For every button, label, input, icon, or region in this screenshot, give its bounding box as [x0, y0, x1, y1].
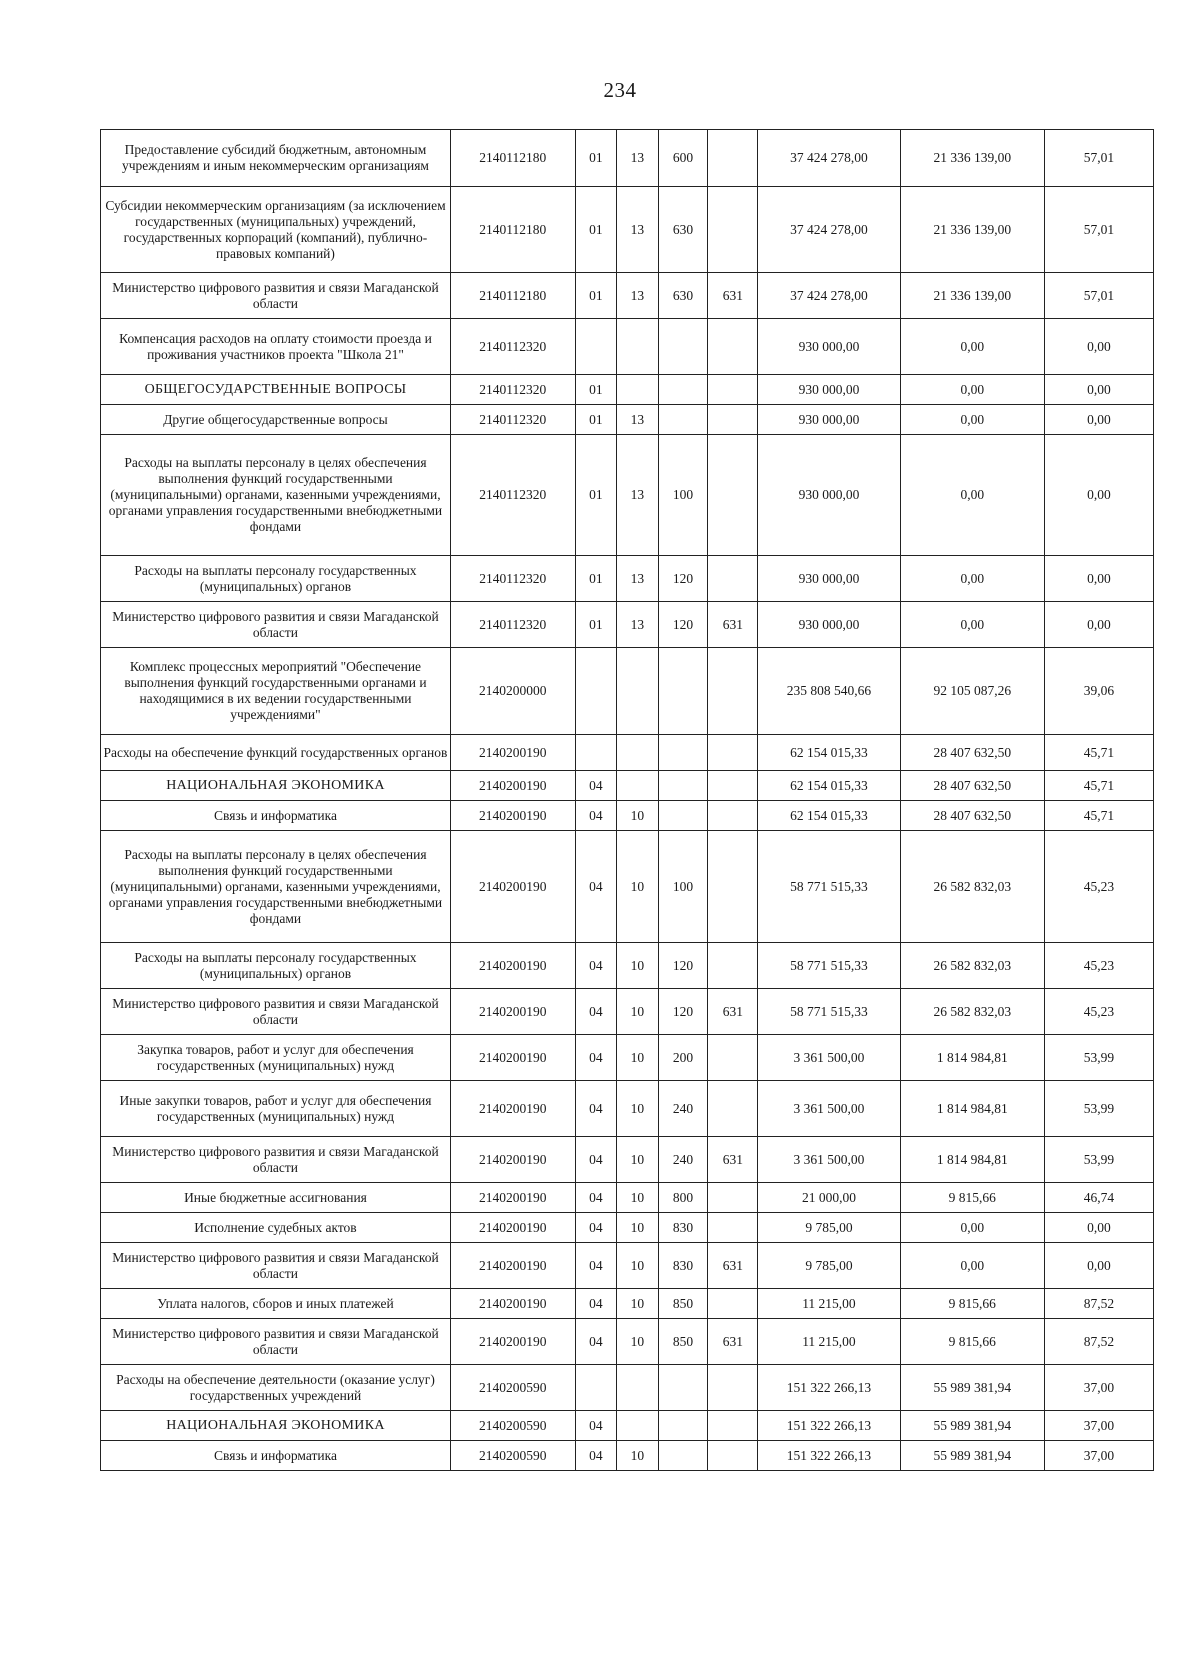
expense-name-cell: Министерство цифрового развития и связи Магаданской области [101, 273, 451, 319]
ministry-code-cell [708, 801, 758, 831]
table-row [101, 1137, 1154, 1183]
section-code-cell: 01 [575, 556, 617, 602]
subsection-code-cell: 10 [617, 1081, 659, 1137]
subsection-code-cell [617, 375, 659, 405]
subsection-code-cell: 10 [617, 989, 659, 1035]
execution-percent-cell: 57,01 [1044, 273, 1153, 319]
executed-amount-cell: 0,00 [900, 602, 1044, 648]
section-code-cell: 04 [575, 943, 617, 989]
ministry-code-cell [708, 1081, 758, 1137]
section-code-cell: 01 [575, 187, 617, 273]
subsection-code-cell [617, 1411, 659, 1441]
subsection-code-cell: 10 [617, 1035, 659, 1081]
execution-percent-cell: 37,00 [1044, 1441, 1153, 1471]
planned-amount-cell: 151 322 266,13 [758, 1441, 900, 1471]
execution-percent-cell: 45,71 [1044, 735, 1153, 771]
ministry-code-cell: 631 [708, 1319, 758, 1365]
table-row [101, 1081, 1154, 1137]
execution-percent-cell: 57,01 [1044, 187, 1153, 273]
target-code-cell: 2140200190 [450, 1213, 575, 1243]
table-row [101, 648, 1154, 735]
execution-percent-cell: 87,52 [1044, 1319, 1153, 1365]
target-code-cell: 2140200190 [450, 1137, 575, 1183]
table-row [101, 319, 1154, 375]
executed-amount-cell: 21 336 139,00 [900, 187, 1044, 273]
expense-type-cell: 120 [658, 989, 708, 1035]
expense-type-cell: 630 [658, 273, 708, 319]
target-code-cell: 2140200190 [450, 943, 575, 989]
table-row [101, 130, 1154, 187]
ministry-code-cell [708, 648, 758, 735]
table-row [101, 405, 1154, 435]
expense-type-cell: 830 [658, 1243, 708, 1289]
expense-name-cell: Расходы на обеспечение функций государственных органов [101, 735, 451, 771]
planned-amount-cell: 62 154 015,33 [758, 735, 900, 771]
expense-name-cell: Связь и информатика [101, 1441, 451, 1471]
expense-name-cell: Связь и информатика [101, 801, 451, 831]
subsection-code-cell: 13 [617, 130, 659, 187]
section-code-cell: 04 [575, 1183, 617, 1213]
ministry-code-cell: 631 [708, 602, 758, 648]
execution-percent-cell: 39,06 [1044, 648, 1153, 735]
planned-amount-cell: 930 000,00 [758, 556, 900, 602]
ministry-code-cell: 631 [708, 1137, 758, 1183]
table-row [101, 1319, 1154, 1365]
expense-name-cell: Исполнение судебных актов [101, 1213, 451, 1243]
ministry-code-cell [708, 831, 758, 943]
expense-name-cell: Комплекс процессных мероприятий "Обеспечение выполнения функций государственными органами и находящимися в их ведении государственными учреждениями" [101, 648, 451, 735]
expense-type-cell: 630 [658, 187, 708, 273]
expense-type-cell [658, 735, 708, 771]
subsection-code-cell: 13 [617, 187, 659, 273]
expense-type-cell: 850 [658, 1319, 708, 1365]
expense-name-cell: Иные закупки товаров, работ и услуг для обеспечения государственных (муниципальных) нужд [101, 1081, 451, 1137]
target-code-cell: 2140200000 [450, 648, 575, 735]
section-code-cell: 01 [575, 602, 617, 648]
subsection-code-cell: 10 [617, 1183, 659, 1213]
executed-amount-cell: 26 582 832,03 [900, 831, 1044, 943]
section-code-cell [575, 1365, 617, 1411]
expense-name-cell: Другие общегосударственные вопросы [101, 405, 451, 435]
table-row [101, 1411, 1154, 1441]
ministry-code-cell [708, 1365, 758, 1411]
execution-percent-cell: 46,74 [1044, 1183, 1153, 1213]
target-code-cell: 2140200190 [450, 735, 575, 771]
subsection-code-cell [617, 771, 659, 801]
ministry-code-cell [708, 1289, 758, 1319]
expense-name-cell: НАЦИОНАЛЬНАЯ ЭКОНОМИКА [101, 771, 451, 801]
expense-type-cell [658, 375, 708, 405]
section-code-cell: 04 [575, 1137, 617, 1183]
expense-type-cell: 600 [658, 130, 708, 187]
target-code-cell: 2140200190 [450, 1319, 575, 1365]
table-row [101, 187, 1154, 273]
expense-type-cell: 100 [658, 435, 708, 556]
target-code-cell: 2140112180 [450, 130, 575, 187]
section-code-cell [575, 319, 617, 375]
planned-amount-cell: 930 000,00 [758, 405, 900, 435]
planned-amount-cell: 62 154 015,33 [758, 771, 900, 801]
ministry-code-cell [708, 375, 758, 405]
execution-percent-cell: 57,01 [1044, 130, 1153, 187]
expense-name-cell: Расходы на выплаты персоналу в целях обеспечения выполнения функций государственными (муниципальными) органами, казенными учреждениями, органами управления государственными внебюджетными фондами [101, 435, 451, 556]
executed-amount-cell: 28 407 632,50 [900, 771, 1044, 801]
executed-amount-cell: 28 407 632,50 [900, 735, 1044, 771]
planned-amount-cell: 37 424 278,00 [758, 130, 900, 187]
target-code-cell: 2140200190 [450, 1289, 575, 1319]
planned-amount-cell: 3 361 500,00 [758, 1137, 900, 1183]
ministry-code-cell [708, 1183, 758, 1213]
expense-name-cell: Предоставление субсидий бюджетным, автономным учреждениям и иным некоммерческим организациям [101, 130, 451, 187]
expense-type-cell [658, 648, 708, 735]
executed-amount-cell: 1 814 984,81 [900, 1081, 1044, 1137]
executed-amount-cell: 55 989 381,94 [900, 1411, 1044, 1441]
section-code-cell: 04 [575, 771, 617, 801]
target-code-cell: 2140200190 [450, 771, 575, 801]
target-code-cell: 2140112320 [450, 602, 575, 648]
execution-percent-cell: 0,00 [1044, 375, 1153, 405]
table-row [101, 801, 1154, 831]
subsection-code-cell: 10 [617, 831, 659, 943]
target-code-cell: 2140112180 [450, 273, 575, 319]
execution-percent-cell: 0,00 [1044, 405, 1153, 435]
planned-amount-cell: 930 000,00 [758, 602, 900, 648]
execution-percent-cell: 37,00 [1044, 1365, 1153, 1411]
target-code-cell: 2140200590 [450, 1441, 575, 1471]
expense-type-cell: 830 [658, 1213, 708, 1243]
executed-amount-cell: 55 989 381,94 [900, 1365, 1044, 1411]
section-code-cell: 01 [575, 130, 617, 187]
executed-amount-cell: 26 582 832,03 [900, 989, 1044, 1035]
expense-type-cell: 800 [658, 1183, 708, 1213]
section-code-cell: 01 [575, 435, 617, 556]
ministry-code-cell: 631 [708, 273, 758, 319]
executed-amount-cell: 21 336 139,00 [900, 130, 1044, 187]
section-code-cell: 04 [575, 1411, 617, 1441]
section-code-cell: 04 [575, 1441, 617, 1471]
expense-type-cell: 850 [658, 1289, 708, 1319]
executed-amount-cell: 0,00 [900, 1213, 1044, 1243]
expense-name-cell: Закупка товаров, работ и услуг для обеспечения государственных (муниципальных) нужд [101, 1035, 451, 1081]
section-code-cell: 01 [575, 405, 617, 435]
section-code-cell: 04 [575, 1243, 617, 1289]
target-code-cell: 2140200190 [450, 801, 575, 831]
target-code-cell: 2140200190 [450, 831, 575, 943]
planned-amount-cell: 11 215,00 [758, 1319, 900, 1365]
planned-amount-cell: 930 000,00 [758, 375, 900, 405]
expense-name-cell: Расходы на выплаты персоналу в целях обеспечения выполнения функций государственными (муниципальными) органами, казенными учреждениями, органами управления государственными внебюджетными фондами [101, 831, 451, 943]
subsection-code-cell: 10 [617, 1319, 659, 1365]
planned-amount-cell: 58 771 515,33 [758, 831, 900, 943]
execution-percent-cell: 45,23 [1044, 943, 1153, 989]
execution-percent-cell: 0,00 [1044, 1243, 1153, 1289]
expense-name-cell: Расходы на выплаты персоналу государственных (муниципальных) органов [101, 943, 451, 989]
executed-amount-cell: 1 814 984,81 [900, 1035, 1044, 1081]
ministry-code-cell [708, 187, 758, 273]
table-row [101, 989, 1154, 1035]
table-row [101, 943, 1154, 989]
expense-name-cell: Расходы на выплаты персоналу государственных (муниципальных) органов [101, 556, 451, 602]
executed-amount-cell: 9 815,66 [900, 1289, 1044, 1319]
executed-amount-cell: 92 105 087,26 [900, 648, 1044, 735]
target-code-cell: 2140200190 [450, 1035, 575, 1081]
planned-amount-cell: 151 322 266,13 [758, 1365, 900, 1411]
table-row [101, 1035, 1154, 1081]
expense-type-cell [658, 771, 708, 801]
executed-amount-cell: 0,00 [900, 375, 1044, 405]
subsection-code-cell [617, 1365, 659, 1411]
table-body [101, 130, 1154, 1471]
subsection-code-cell [617, 319, 659, 375]
table-row [101, 831, 1154, 943]
planned-amount-cell: 62 154 015,33 [758, 801, 900, 831]
subsection-code-cell: 10 [617, 1137, 659, 1183]
executed-amount-cell: 1 814 984,81 [900, 1137, 1044, 1183]
subsection-code-cell: 10 [617, 1243, 659, 1289]
executed-amount-cell: 0,00 [900, 435, 1044, 556]
expense-type-cell: 100 [658, 831, 708, 943]
ministry-code-cell [708, 405, 758, 435]
ministry-code-cell [708, 771, 758, 801]
target-code-cell: 2140200190 [450, 1081, 575, 1137]
ministry-code-cell [708, 556, 758, 602]
subsection-code-cell: 13 [617, 405, 659, 435]
section-code-cell: 04 [575, 1035, 617, 1081]
expense-name-cell: Министерство цифрового развития и связи Магаданской области [101, 1319, 451, 1365]
budget-execution-table [100, 129, 1154, 1471]
subsection-code-cell: 10 [617, 943, 659, 989]
expense-name-cell: Расходы на обеспечение деятельности (оказание услуг) государственных учреждений [101, 1365, 451, 1411]
execution-percent-cell: 45,23 [1044, 831, 1153, 943]
expense-name-cell: ОБЩЕГОСУДАРСТВЕННЫЕ ВОПРОСЫ [101, 375, 451, 405]
executed-amount-cell: 26 582 832,03 [900, 943, 1044, 989]
subsection-code-cell: 10 [617, 1289, 659, 1319]
ministry-code-cell [708, 1035, 758, 1081]
planned-amount-cell: 11 215,00 [758, 1289, 900, 1319]
section-code-cell: 04 [575, 1213, 617, 1243]
execution-percent-cell: 45,71 [1044, 771, 1153, 801]
subsection-code-cell: 13 [617, 273, 659, 319]
executed-amount-cell: 55 989 381,94 [900, 1441, 1044, 1471]
planned-amount-cell: 9 785,00 [758, 1243, 900, 1289]
planned-amount-cell: 3 361 500,00 [758, 1035, 900, 1081]
section-code-cell: 01 [575, 375, 617, 405]
executed-amount-cell: 9 815,66 [900, 1319, 1044, 1365]
table-row [101, 556, 1154, 602]
expense-type-cell [658, 1441, 708, 1471]
execution-percent-cell: 0,00 [1044, 602, 1153, 648]
table-row [101, 435, 1154, 556]
execution-percent-cell: 0,00 [1044, 319, 1153, 375]
expense-name-cell: Министерство цифрового развития и связи Магаданской области [101, 1243, 451, 1289]
planned-amount-cell: 151 322 266,13 [758, 1411, 900, 1441]
executed-amount-cell: 0,00 [900, 319, 1044, 375]
ministry-code-cell [708, 435, 758, 556]
executed-amount-cell: 9 815,66 [900, 1183, 1044, 1213]
expense-name-cell: Министерство цифрового развития и связи Магаданской области [101, 602, 451, 648]
expense-name-cell: Субсидии некоммерческим организациям (за исключением государственных (муниципальных) учреждений, государственных корпораций (компаний), публично-правовых компаний) [101, 187, 451, 273]
planned-amount-cell: 3 361 500,00 [758, 1081, 900, 1137]
expense-name-cell: Министерство цифрового развития и связи Магаданской области [101, 1137, 451, 1183]
page-number: 234 [603, 78, 637, 102]
expense-type-cell [658, 405, 708, 435]
table-row [101, 1183, 1154, 1213]
section-code-cell: 04 [575, 1081, 617, 1137]
executed-amount-cell: 0,00 [900, 405, 1044, 435]
execution-percent-cell: 87,52 [1044, 1289, 1153, 1319]
subsection-code-cell: 13 [617, 602, 659, 648]
table-row [101, 1289, 1154, 1319]
planned-amount-cell: 235 808 540,66 [758, 648, 900, 735]
target-code-cell: 2140200590 [450, 1411, 575, 1441]
ministry-code-cell [708, 130, 758, 187]
execution-percent-cell: 37,00 [1044, 1411, 1153, 1441]
subsection-code-cell: 10 [617, 801, 659, 831]
ministry-code-cell [708, 1411, 758, 1441]
section-code-cell [575, 648, 617, 735]
planned-amount-cell: 21 000,00 [758, 1183, 900, 1213]
table-row [101, 273, 1154, 319]
planned-amount-cell: 37 424 278,00 [758, 187, 900, 273]
executed-amount-cell: 0,00 [900, 1243, 1044, 1289]
target-code-cell: 2140112320 [450, 405, 575, 435]
target-code-cell: 2140200190 [450, 1183, 575, 1213]
planned-amount-cell: 9 785,00 [758, 1213, 900, 1243]
expense-type-cell: 120 [658, 556, 708, 602]
ministry-code-cell [708, 1213, 758, 1243]
section-code-cell: 04 [575, 989, 617, 1035]
target-code-cell: 2140200590 [450, 1365, 575, 1411]
section-code-cell [575, 735, 617, 771]
expense-type-cell: 240 [658, 1081, 708, 1137]
table-row [101, 1213, 1154, 1243]
expense-type-cell [658, 801, 708, 831]
executed-amount-cell: 21 336 139,00 [900, 273, 1044, 319]
ministry-code-cell [708, 735, 758, 771]
subsection-code-cell: 13 [617, 556, 659, 602]
execution-percent-cell: 45,23 [1044, 989, 1153, 1035]
section-code-cell: 01 [575, 273, 617, 319]
planned-amount-cell: 58 771 515,33 [758, 943, 900, 989]
section-code-cell: 04 [575, 831, 617, 943]
execution-percent-cell: 53,99 [1044, 1137, 1153, 1183]
execution-percent-cell: 53,99 [1044, 1081, 1153, 1137]
subsection-code-cell: 10 [617, 1213, 659, 1243]
expense-name-cell: Министерство цифрового развития и связи Магаданской области [101, 989, 451, 1035]
execution-percent-cell: 0,00 [1044, 1213, 1153, 1243]
table-row [101, 375, 1154, 405]
table-row [101, 735, 1154, 771]
section-code-cell: 04 [575, 1319, 617, 1365]
ministry-code-cell [708, 319, 758, 375]
table-row [101, 602, 1154, 648]
executed-amount-cell: 0,00 [900, 556, 1044, 602]
target-code-cell: 2140112320 [450, 435, 575, 556]
expense-name-cell: Уплата налогов, сборов и иных платежей [101, 1289, 451, 1319]
execution-percent-cell: 53,99 [1044, 1035, 1153, 1081]
expense-type-cell: 200 [658, 1035, 708, 1081]
ministry-code-cell: 631 [708, 989, 758, 1035]
planned-amount-cell: 930 000,00 [758, 319, 900, 375]
expense-name-cell: Компенсация расходов на оплату стоимости проезда и проживания участников проекта "Школа 21" [101, 319, 451, 375]
subsection-code-cell [617, 648, 659, 735]
target-code-cell: 2140112180 [450, 187, 575, 273]
planned-amount-cell: 930 000,00 [758, 435, 900, 556]
target-code-cell: 2140112320 [450, 319, 575, 375]
section-code-cell: 04 [575, 801, 617, 831]
expense-name-cell: Иные бюджетные ассигнования [101, 1183, 451, 1213]
executed-amount-cell: 28 407 632,50 [900, 801, 1044, 831]
expense-type-cell: 120 [658, 602, 708, 648]
target-code-cell: 2140200190 [450, 1243, 575, 1289]
subsection-code-cell: 13 [617, 435, 659, 556]
table-row [101, 1365, 1154, 1411]
expense-type-cell [658, 1411, 708, 1441]
section-code-cell: 04 [575, 1289, 617, 1319]
ministry-code-cell: 631 [708, 1243, 758, 1289]
planned-amount-cell: 37 424 278,00 [758, 273, 900, 319]
target-code-cell: 2140112320 [450, 556, 575, 602]
expense-type-cell: 120 [658, 943, 708, 989]
execution-percent-cell: 0,00 [1044, 556, 1153, 602]
execution-percent-cell: 45,71 [1044, 801, 1153, 831]
table-row [101, 771, 1154, 801]
table-row [101, 1243, 1154, 1289]
expense-type-cell [658, 319, 708, 375]
subsection-code-cell: 10 [617, 1441, 659, 1471]
expense-type-cell [658, 1365, 708, 1411]
table-row [101, 1441, 1154, 1471]
planned-amount-cell: 58 771 515,33 [758, 989, 900, 1035]
execution-percent-cell: 0,00 [1044, 435, 1153, 556]
expense-type-cell: 240 [658, 1137, 708, 1183]
target-code-cell: 2140200190 [450, 989, 575, 1035]
ministry-code-cell [708, 1441, 758, 1471]
ministry-code-cell [708, 943, 758, 989]
subsection-code-cell [617, 735, 659, 771]
expense-name-cell: НАЦИОНАЛЬНАЯ ЭКОНОМИКА [101, 1411, 451, 1441]
target-code-cell: 2140112320 [450, 375, 575, 405]
